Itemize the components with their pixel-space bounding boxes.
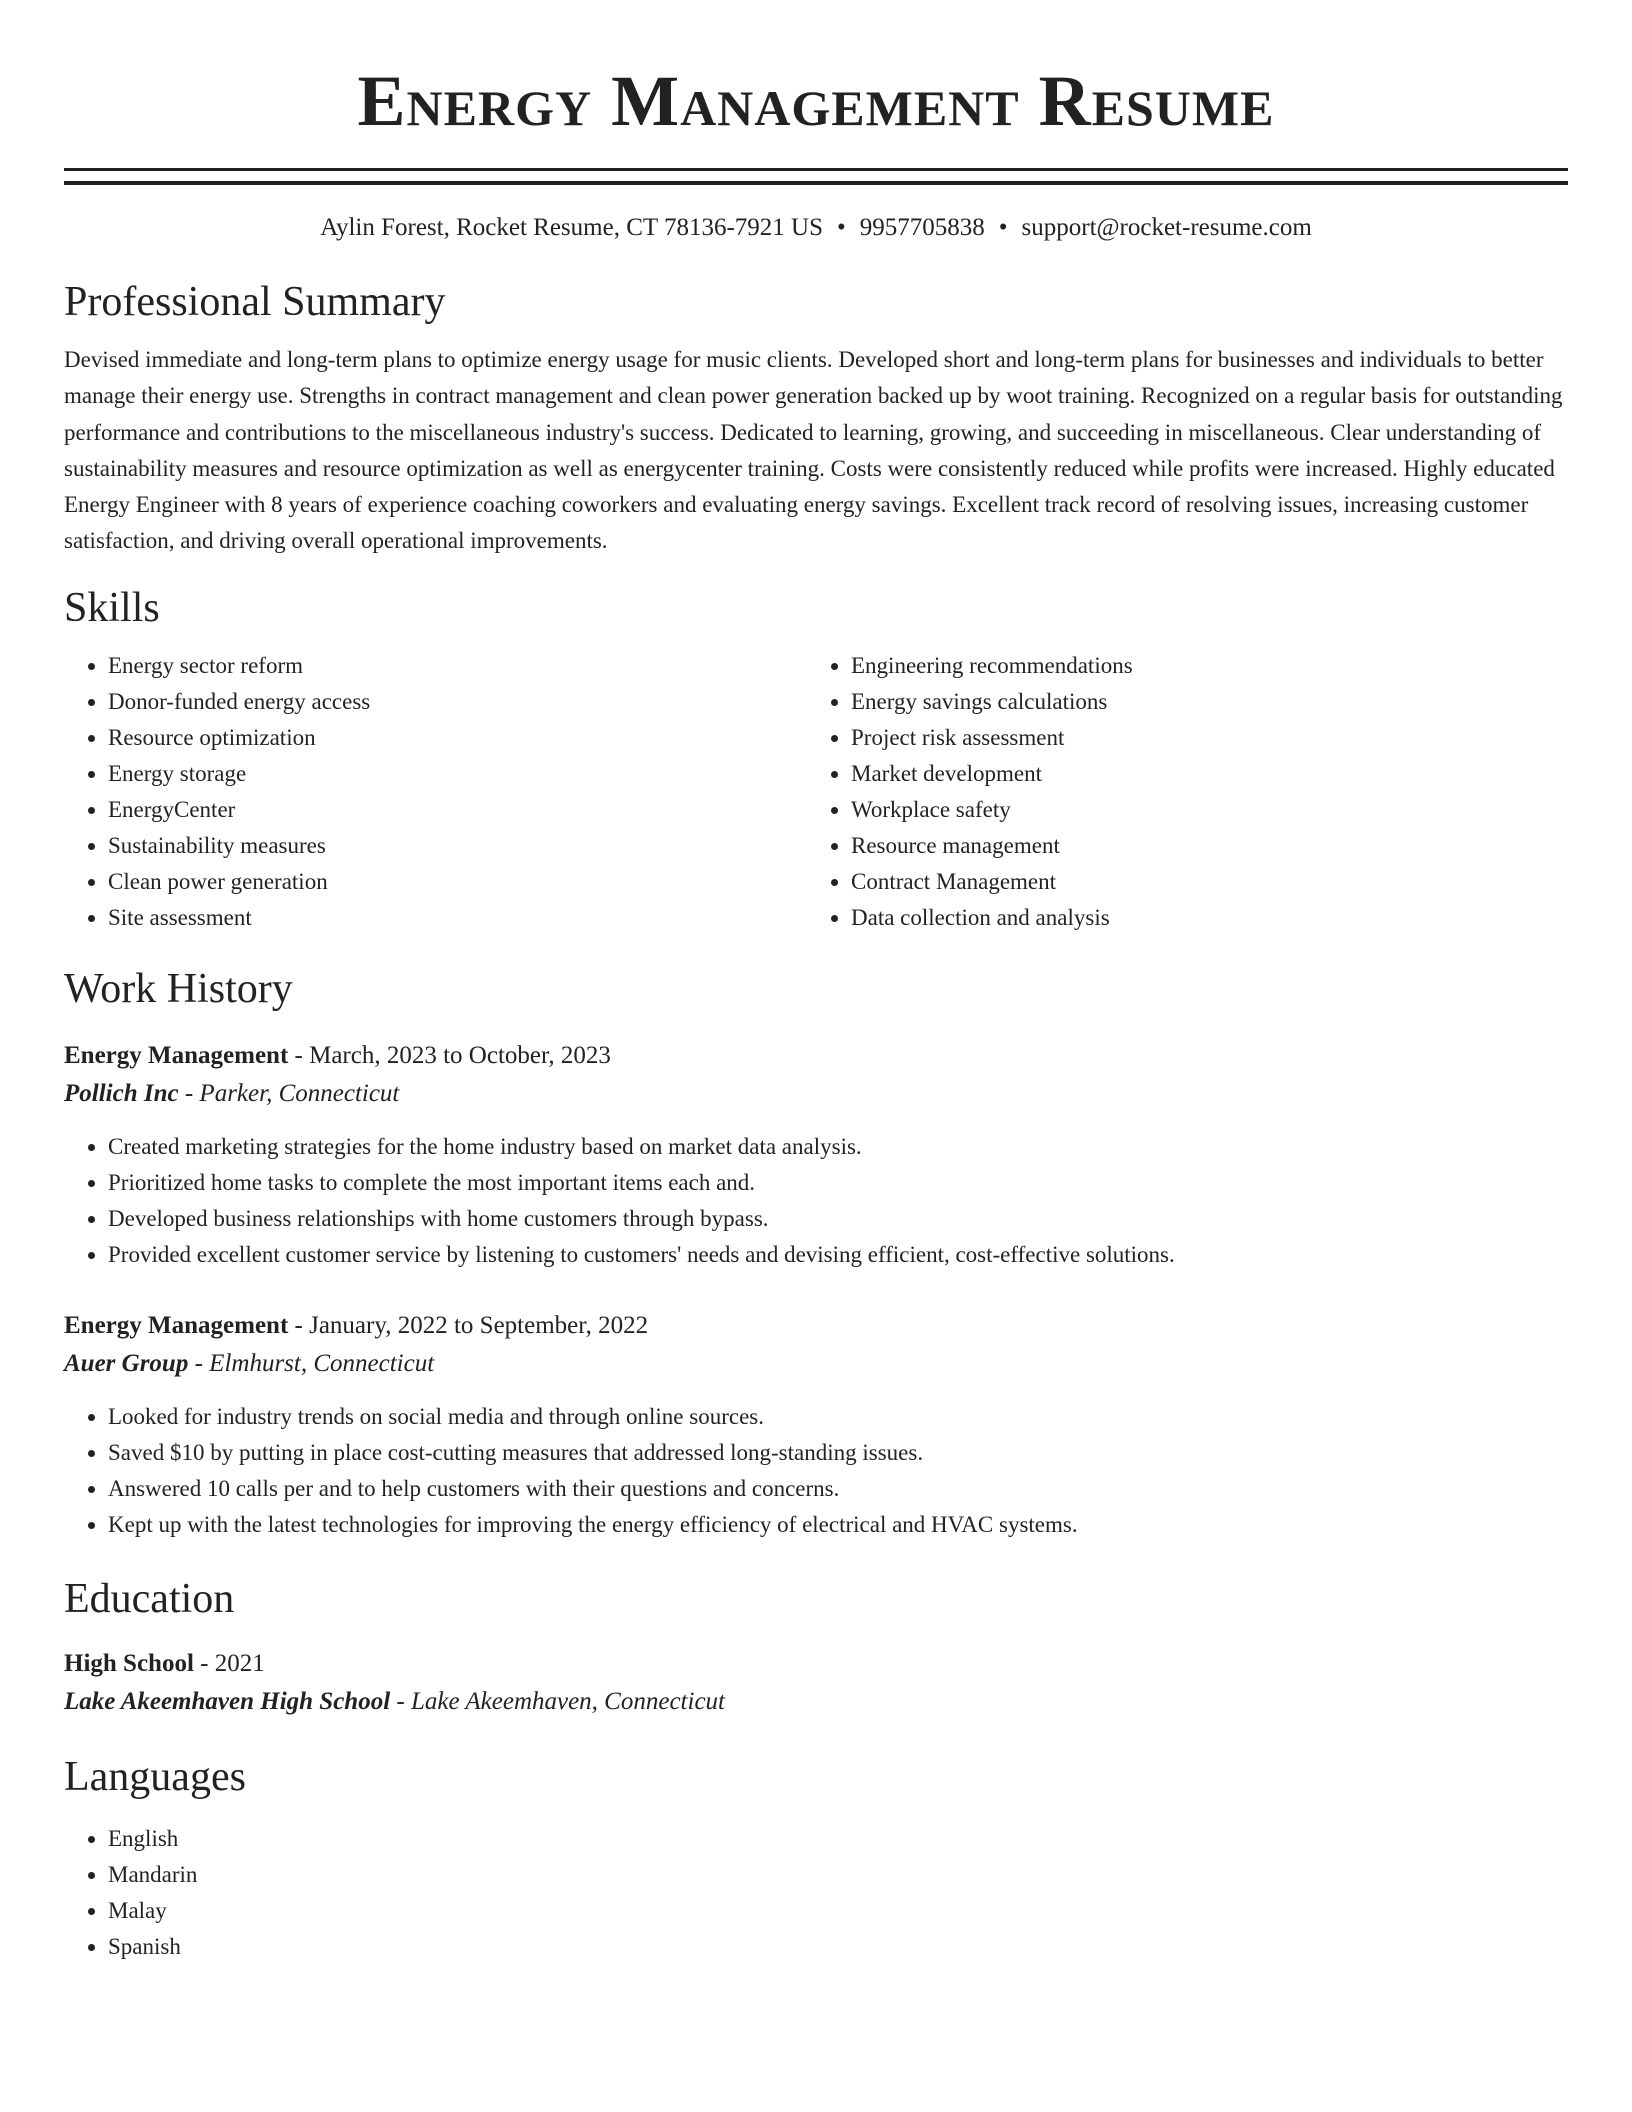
languages-section xyxy=(64,1751,1568,1965)
contact-separator: • xyxy=(998,214,1008,241)
title-divider xyxy=(64,168,1568,185)
skill-item: • Energy savings calculations xyxy=(851,684,1550,720)
skill-item: • EnergyCenter xyxy=(108,792,807,828)
employer-name: Pollich Inc xyxy=(64,1079,179,1107)
language-item: • Malay xyxy=(108,1893,1568,1929)
language-item: • Mandarin xyxy=(108,1857,1568,1893)
job-title: Energy Management xyxy=(64,1041,289,1069)
skill-item: • Energy sector reform xyxy=(108,648,807,684)
job-title-line xyxy=(64,1037,1568,1075)
job-bullet: • Developed business relationships with home customers through bypass. xyxy=(108,1201,1568,1237)
skill-item: • Energy storage xyxy=(108,756,807,792)
school-location: Lake Akeemhaven, Connecticut xyxy=(410,1687,725,1715)
dash: - xyxy=(294,1311,303,1339)
dash: - xyxy=(194,1349,203,1377)
resume-title: Energy Management Resume xyxy=(357,61,1275,141)
job-entry xyxy=(64,1037,1568,1273)
skill-item: • Engineering recommendations xyxy=(851,648,1550,684)
employer-name: Auer Group xyxy=(64,1349,189,1377)
employer-location: Parker, Connecticut xyxy=(199,1079,400,1107)
skill-item: • Site assessment xyxy=(108,900,807,936)
dash: - xyxy=(200,1649,209,1677)
section-heading-work: Work History xyxy=(64,965,293,1012)
skill-item: • Donor-funded energy access xyxy=(108,684,807,720)
dash: - xyxy=(184,1079,194,1107)
degree: High School xyxy=(64,1649,194,1677)
job-bullet: • Answered 10 calls per and to help customers with their questions and concerns. xyxy=(108,1471,1568,1507)
dash: - xyxy=(294,1041,303,1069)
language-item: • English xyxy=(108,1821,1568,1857)
skill-item: • Sustainability measures xyxy=(108,828,807,864)
school-name: Lake Akeemhaven High School xyxy=(64,1687,391,1715)
contact-email: support@rocket-resume.com xyxy=(1021,214,1312,241)
graduation-year: 2021 xyxy=(214,1649,265,1677)
job-title: Energy Management xyxy=(64,1311,289,1339)
skill-item: • Clean power generation xyxy=(108,864,807,900)
skills-list-right xyxy=(807,648,1550,936)
professional-summary-section xyxy=(64,276,1568,560)
contact-phone: 9957705838 xyxy=(859,214,985,241)
summary-text: Devised immediate and long-term plans to optimize energy usage for music clients. Developed short and long-term plans for businesses and individuals to better manage their energy use. Strengths in contract management and clean power generation backed up by woot training. Recognized on a regular basis for outstanding performance and contributions to the miscellaneous industry's success. Dedicated to learning, growing, and succeeding in miscellaneous. Clear understanding of sustainability measures and resource optimization as well as energycenter training. Costs were consistently reduced while profits were increased. Highly educated Energy Engineer with 8 years of experience coaching coworkers and evaluating energy savings. Excellent track record of resolving issues, increasing customer satisfaction, and driving overall operational improvements. xyxy=(64,347,1563,554)
languages-list xyxy=(64,1821,1568,1965)
employer-line xyxy=(64,1075,1568,1113)
job-bullets xyxy=(64,1399,1568,1543)
job-bullets xyxy=(64,1129,1568,1273)
contact-separator: • xyxy=(836,214,846,241)
skill-item: • Resource management xyxy=(851,828,1550,864)
job-bullet: • Kept up with the latest technologies for improving the energy efficiency of electrical and HVAC systems. xyxy=(108,1507,1568,1543)
job-dates: January, 2022 to September, 2022 xyxy=(309,1311,649,1339)
language-item: • Spanish xyxy=(108,1929,1568,1965)
skill-item: • Resource optimization xyxy=(108,720,807,756)
employer-location: Elmhurst, Connecticut xyxy=(209,1349,435,1377)
job-bullet: • Saved $10 by putting in place cost-cutting measures that addressed long-standing issues. xyxy=(108,1435,1568,1471)
job-bullet: • Looked for industry trends on social media and through online sources. xyxy=(108,1399,1568,1435)
degree-line xyxy=(64,1645,1568,1683)
work-history-section xyxy=(64,963,1568,1543)
skill-item: • Data collection and analysis xyxy=(851,900,1550,936)
job-bullet: • Prioritized home tasks to complete the most important items each and. xyxy=(108,1165,1568,1201)
job-title-line xyxy=(64,1307,1568,1345)
skill-item: • Market development xyxy=(851,756,1550,792)
job-bullet: • Created marketing strategies for the home industry based on market data analysis. xyxy=(108,1129,1568,1165)
dash: - xyxy=(396,1687,405,1715)
section-heading-languages: Languages xyxy=(64,1753,246,1800)
skill-item: • Project risk assessment xyxy=(851,720,1550,756)
job-dates: March, 2023 to October, 2023 xyxy=(309,1041,611,1069)
section-heading-skills: Skills xyxy=(64,584,160,631)
skills-list-left xyxy=(64,648,807,936)
skills-columns xyxy=(64,648,1568,936)
contact-address: Aylin Forest, Rocket Resume, CT 78136-7921 US xyxy=(320,214,823,241)
education-section xyxy=(64,1573,1568,1721)
job-bullet: • Provided excellent customer service by listening to customers' needs and devising efficient, cost-effective solutions. xyxy=(108,1237,1568,1273)
skill-item: • Contract Management xyxy=(851,864,1550,900)
skills-section xyxy=(64,582,1568,936)
employer-line xyxy=(64,1345,1568,1383)
skill-item: • Workplace safety xyxy=(851,792,1550,828)
contact-line xyxy=(64,212,1568,244)
school-line xyxy=(64,1683,1568,1721)
education-entry xyxy=(64,1645,1568,1721)
job-entry xyxy=(64,1307,1568,1543)
section-heading-summary: Professional Summary xyxy=(64,279,446,325)
section-heading-education: Education xyxy=(64,1575,235,1622)
